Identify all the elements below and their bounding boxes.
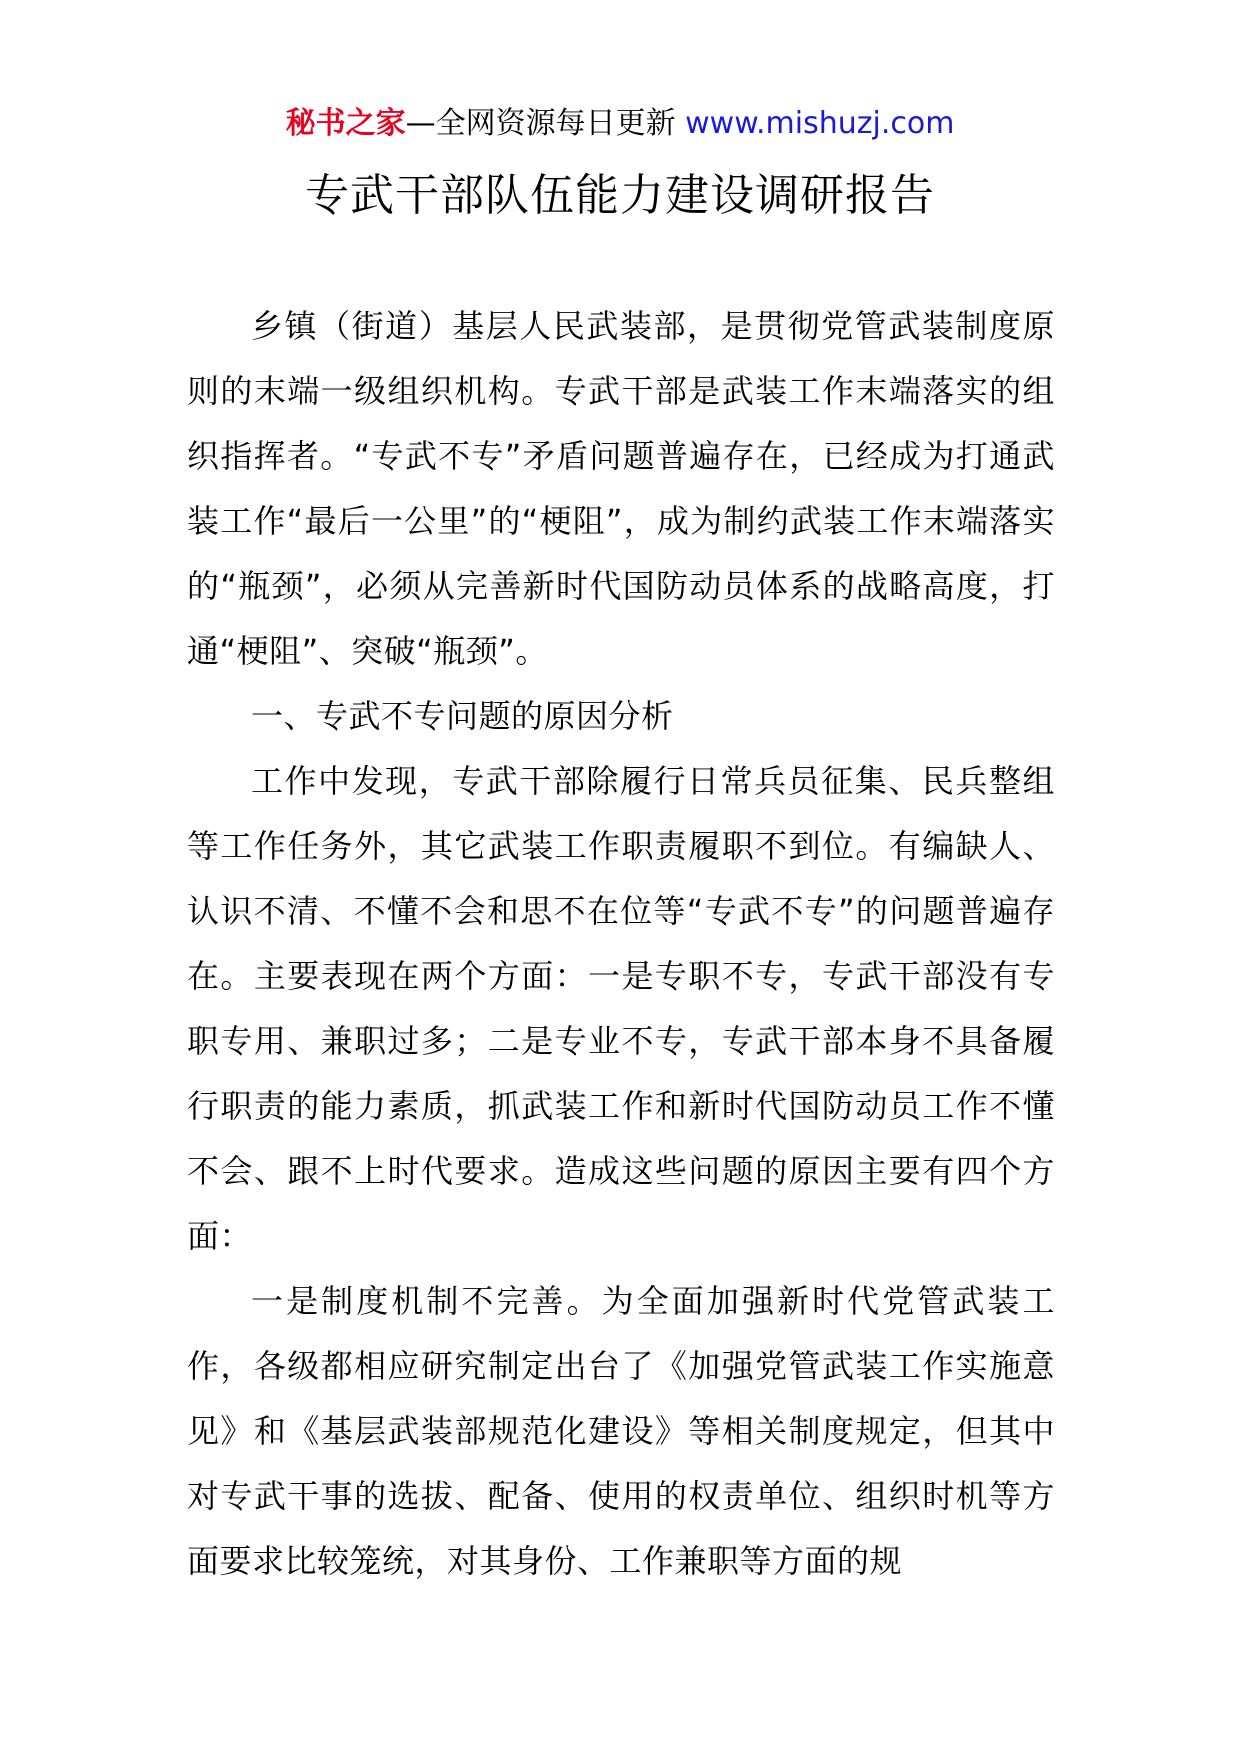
paragraph-findings: 工作中发现，专武干部除履行日常兵员征集、民兵整组等工作任务外，其它武装工作职责履职不到位。有编缺人、认识不清、不懂不会和思不在位等“专武不专”的问题普遍存在。主要表现在两个方面：一是专职不专，专武干部没有专职专用、兼职过多；二是专业不专，专武干部本身不具备履行职责的能力素质，抓武装工作和新时代国防动员工作不懂不会、跟不上时代要求。造成这些问题的原因主要有四个方面： [187, 762, 1055, 1255]
paragraph-reason-1: 一是制度机制不完善。为全面加强新时代党管武装工作，各级都相应研究制定出台了《加强党管武装工作实施意见》和《基层武装部规范化建设》等相关制度规定，但其中对专武干事的选拔、配备、使用的权责单位、组织时机等方面要求比较笼统，对其身份、工作兼职等方面的规 [187, 1282, 1055, 1580]
header-slogan: —全网资源每日更新 [405, 106, 676, 141]
document-title: 专武干部队伍能力建设调研报告 [305, 170, 935, 221]
document-body [187, 294, 1055, 1594]
paragraph-intro: 乡镇（街道）基层人民武装部，是贯彻党管武装制度原则的末端一级组织机构。专武干部是武装工作末端落实的组织指挥者。“专武不专”矛盾问题普遍存在，已经成为打通武装工作“最后一公里”的“梗阻”，成为制约武装工作末端落实的“瓶颈”，必须从完善新时代国防动员体系的战略高度，打通“梗阻”、突破“瓶颈”。 [187, 307, 1055, 670]
site-url-link[interactable]: www.mishuzj.com [685, 106, 955, 141]
section-heading-1: 一、专武不专问题的原因分析 [251, 697, 674, 735]
brand-name: 秘书之家 [285, 106, 406, 141]
site-header [0, 104, 1240, 144]
